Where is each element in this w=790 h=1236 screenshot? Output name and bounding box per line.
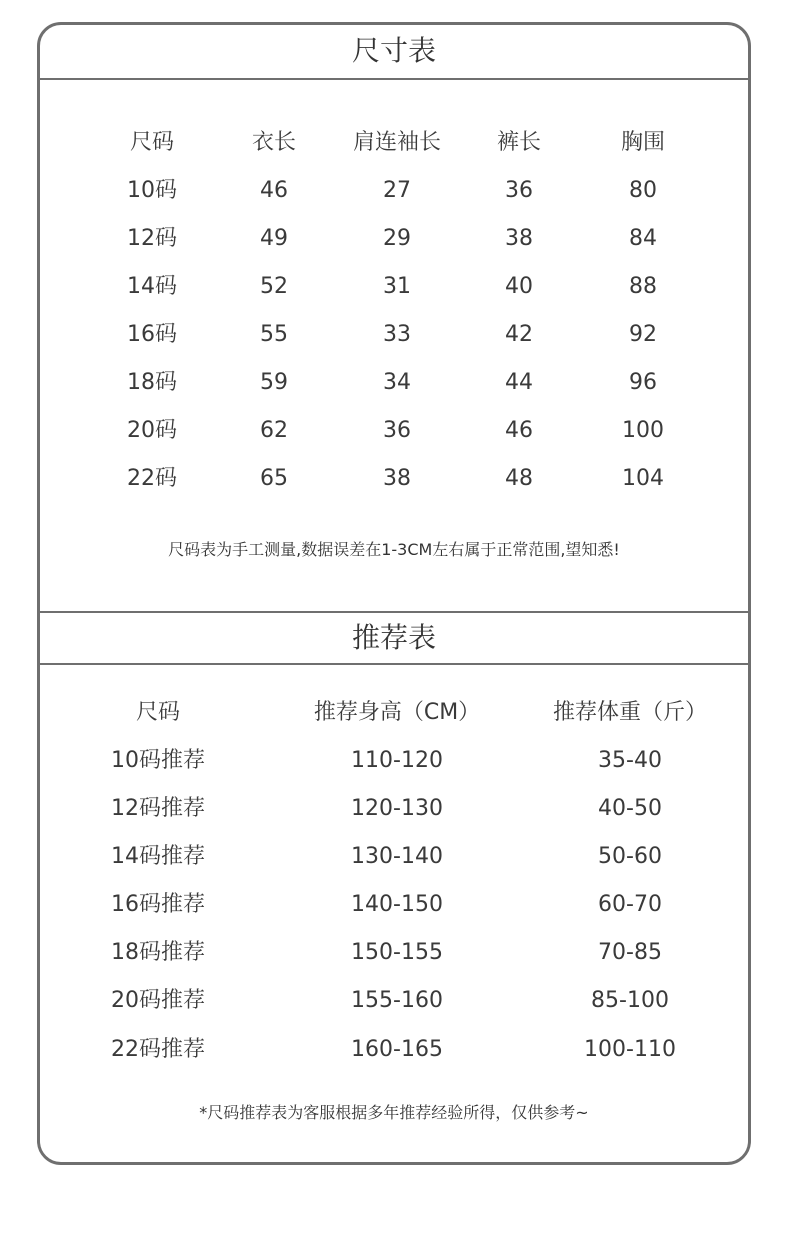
size-chart-row [40, 464, 748, 494]
size-chart-header-cell: 肩连袖长 [352, 130, 441, 155]
recommendation-row [40, 890, 748, 920]
size-chart-title-divider [40, 78, 748, 80]
sleeve-cell: 33 [383, 322, 411, 347]
height-range-cell: 150-155 [351, 940, 443, 965]
section-divider [40, 611, 748, 613]
size-cell: 18码 [127, 370, 177, 395]
recommended-size-cell: 14码推荐 [111, 844, 205, 869]
chest-cell: 88 [629, 274, 657, 299]
sleeve-cell: 29 [383, 226, 411, 251]
length-cell: 59 [260, 370, 288, 395]
recommendation-header-cell: 尺码 [135, 700, 180, 725]
height-range-cell: 160-165 [351, 1037, 443, 1062]
size-chart-row [40, 368, 748, 398]
weight-range-cell: 60-70 [598, 892, 662, 917]
size-chart-row [40, 272, 748, 302]
length-cell: 62 [260, 418, 288, 443]
size-cell: 12码 [127, 226, 177, 251]
size-chart-row [40, 176, 748, 206]
recommended-size-cell: 12码推荐 [111, 796, 205, 821]
recommendation-row [40, 986, 748, 1016]
length-cell: 55 [260, 322, 288, 347]
chest-cell: 104 [622, 466, 664, 491]
height-range-cell: 110-120 [351, 748, 443, 773]
weight-range-cell: 35-40 [598, 748, 662, 773]
pants-cell: 38 [505, 226, 533, 251]
recommendation-header-cell: 推荐体重（斤） [552, 700, 707, 725]
recommendation-row [40, 842, 748, 872]
weight-range-cell: 100-110 [584, 1037, 676, 1062]
chest-cell: 96 [629, 370, 657, 395]
chest-cell: 84 [629, 226, 657, 251]
pants-cell: 46 [505, 418, 533, 443]
sleeve-cell: 27 [383, 178, 411, 203]
pants-cell: 36 [505, 178, 533, 203]
sleeve-cell: 38 [383, 466, 411, 491]
recommendation-title-divider [40, 663, 748, 665]
chest-cell: 100 [622, 418, 664, 443]
recommendation-row [40, 794, 748, 824]
recommended-size-cell: 20码推荐 [111, 988, 205, 1013]
size-guide-card [37, 22, 751, 1165]
recommendation-row [40, 938, 748, 968]
recommendation-header-row [40, 698, 748, 728]
sleeve-cell: 34 [383, 370, 411, 395]
recommendation-row [40, 746, 748, 776]
size-chart-note: 尺码表为手工测量,数据误差在1-3CM左右属于正常范围,望知悉! [168, 540, 620, 559]
size-chart-header-cell: 尺码 [129, 130, 174, 155]
size-chart-title: 尺寸表 [351, 34, 436, 67]
recommendation-row [40, 1035, 748, 1065]
pants-cell: 48 [505, 466, 533, 491]
size-chart-row [40, 320, 748, 350]
height-range-cell: 140-150 [351, 892, 443, 917]
length-cell: 65 [260, 466, 288, 491]
weight-range-cell: 70-85 [598, 940, 662, 965]
height-range-cell: 130-140 [351, 844, 443, 869]
size-cell: 14码 [127, 274, 177, 299]
recommended-size-cell: 22码推荐 [111, 1037, 205, 1062]
pants-cell: 42 [505, 322, 533, 347]
length-cell: 52 [260, 274, 288, 299]
recommendation-note: *尺码推荐表为客服根据多年推荐经验所得，仅供参考~ [199, 1103, 589, 1122]
recommended-size-cell: 10码推荐 [111, 748, 205, 773]
chest-cell: 80 [629, 178, 657, 203]
height-range-cell: 120-130 [351, 796, 443, 821]
recommendation-header-cell: 推荐身高（CM） [313, 700, 481, 725]
size-cell: 10码 [127, 178, 177, 203]
size-cell: 22码 [127, 466, 177, 491]
height-range-cell: 155-160 [351, 988, 443, 1013]
size-cell: 20码 [127, 418, 177, 443]
size-cell: 16码 [127, 322, 177, 347]
recommendation-title: 推荐表 [351, 621, 436, 654]
size-chart-row [40, 224, 748, 254]
length-cell: 49 [260, 226, 288, 251]
size-chart-header-cell: 胸围 [620, 130, 665, 155]
size-chart-header-cell: 裤长 [496, 130, 541, 155]
size-chart-header-cell: 衣长 [251, 130, 296, 155]
length-cell: 46 [260, 178, 288, 203]
weight-range-cell: 50-60 [598, 844, 662, 869]
pants-cell: 40 [505, 274, 533, 299]
size-chart-header-row [40, 128, 748, 158]
pants-cell: 44 [505, 370, 533, 395]
weight-range-cell: 85-100 [591, 988, 669, 1013]
size-chart-row [40, 416, 748, 446]
chest-cell: 92 [629, 322, 657, 347]
weight-range-cell: 40-50 [598, 796, 662, 821]
sleeve-cell: 36 [383, 418, 411, 443]
recommended-size-cell: 16码推荐 [111, 892, 205, 917]
recommended-size-cell: 18码推荐 [111, 940, 205, 965]
sleeve-cell: 31 [383, 274, 411, 299]
